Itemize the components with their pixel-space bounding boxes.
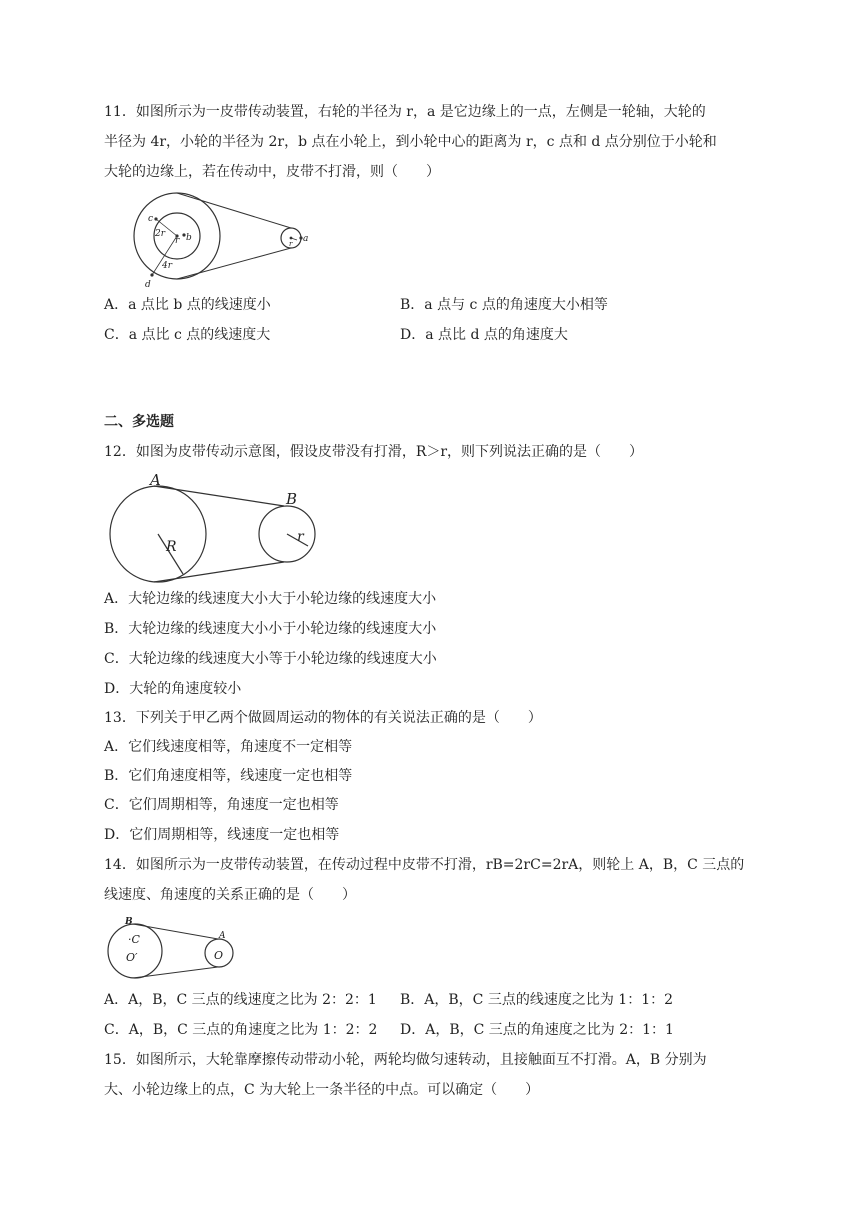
q11-option-c: C．a 点比 c 点的线速度大 [104,327,271,343]
q14-option-a: A．A，B，C 三点的线速度之比为 2：2：1 [104,992,377,1008]
q12-label-B: B [286,490,298,508]
q14-label-B: B [125,917,133,927]
q12-label-R: R [166,539,177,555]
q11-label-4r: 4r [162,261,173,271]
q15-stem-line1: 15．如图所示，大轮靠摩擦传动带动小轮，两轮均做匀速转动，且接触面互不打滑。A，B 分别为 [104,1052,707,1068]
q14-label-O: O [214,949,224,962]
q14-label-A: A [219,931,226,941]
q11-label-d: d [145,280,151,290]
q11-label-c: c [148,214,154,224]
q13-stem: 13．下列关于甲乙两个做圆周运动的物体的有关说法正确的是（ ） [104,710,542,726]
section-heading-multi-choice: 二、多选题 [104,414,174,430]
q14-option-d: D．A，B，C 三点的角速度之比为 2：1：1 [400,1022,674,1038]
q12-label-A: A [150,474,161,489]
q14-stem-line1: 14．如图所示为一皮带传动装置，在传动过程中皮带不打滑，rB=2rC=2rA，则轮上 A，B，C 三点的 [104,857,745,873]
q14-stem-line2: 线速度、角速度的关系正确的是（ ） [104,887,356,903]
q13-option-b: B．它们角速度相等，线速度一定也相等 [104,768,353,784]
q11-belt-diagram [104,190,324,290]
q14-option-b: B．A，B，C 三点的线速度之比为 1：1：2 [400,992,674,1008]
q12-option-a: A．大轮边缘的线速度大小大于小轮边缘的线速度大小 [104,591,437,607]
q12-stem: 12．如图为皮带传动示意图，假设皮带没有打滑，R＞r，则下列说法正确的是（ ） [104,444,644,460]
q11-label-small-r: r [289,240,293,248]
q11-option-b: B．a 点与 c 点的角速度大小相等 [400,297,608,313]
q12-belt-diagram [104,474,324,584]
q13-option-c: C．它们周期相等，角速度一定也相等 [104,797,339,813]
q11-option-d: D．a 点比 d 点的角速度大 [400,327,568,343]
q11-stem-line2: 半径为 4r，小轮的半径为 2r，b 点在小轮上，到小轮中心的距离为 r，c 点和 d 点分别位于小轮和 [104,134,717,150]
q11-label-a: a [303,234,309,244]
q12-option-d: D．大轮的角速度较小 [104,681,242,697]
q12-label-r: r [297,529,304,545]
q14-belt-diagram [104,913,244,983]
q12-option-b: B．大轮边缘的线速度大小小于小轮边缘的线速度大小 [104,621,437,637]
q11-stem-line1: 11．如图所示为一皮带传动装置，右轮的半径为 r，a 是它边缘上的一点，左侧是一轮轴，大轮的 [104,104,706,120]
q14-label-O1: O′ [126,951,138,964]
q11-label-r: r [175,236,180,246]
q13-option-d: D．它们周期相等，线速度一定也相等 [104,827,340,843]
q14-label-C: ·C [128,933,140,946]
q11-label-2r: 2r [155,229,166,239]
q11-label-b: b [186,233,192,243]
q13-option-a: A．它们线速度相等，角速度不一定相等 [104,739,353,755]
q14-option-c: C．A，B，C 三点的角速度之比为 1：2：2 [104,1022,378,1038]
q12-option-c: C．大轮边缘的线速度大小等于小轮边缘的线速度大小 [104,651,437,667]
q11-option-a: A．a 点比 b 点的线速度小 [104,297,271,313]
q15-stem-line2: 大、小轮边缘上的点，C 为大轮上一条半径的中点。可以确定（ ） [104,1082,540,1098]
q11-stem-line3: 大轮的边缘上，若在传动中，皮带不打滑，则（ ） [104,164,440,180]
